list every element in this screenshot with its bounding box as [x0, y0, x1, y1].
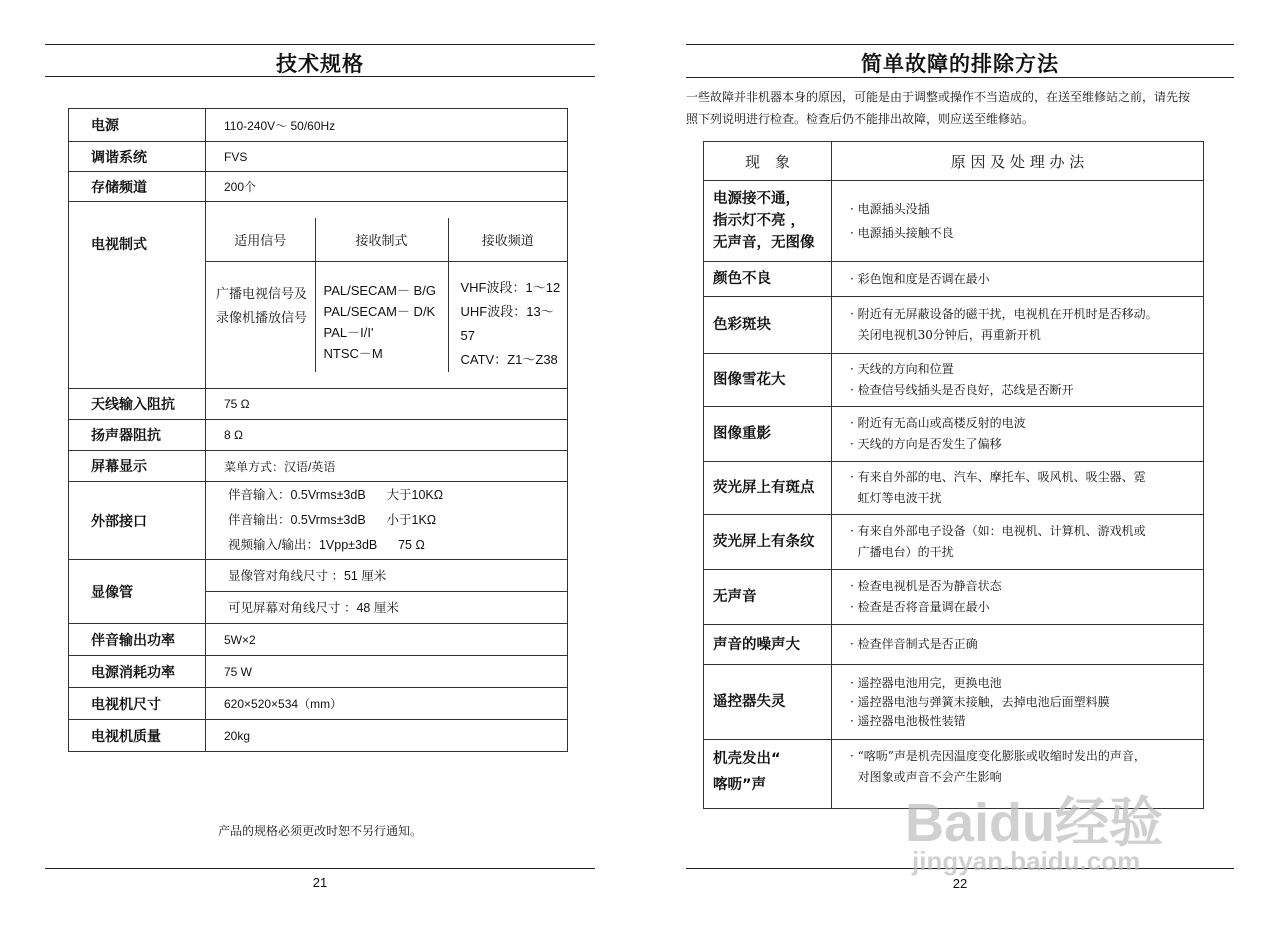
fix-line: · 天线的方向是否发生了偏移	[850, 437, 1002, 451]
troubleshoot-row	[704, 665, 1204, 740]
symptom-cell	[704, 262, 832, 297]
spec-label: 电源	[69, 109, 206, 142]
spec-label: 外部接口	[69, 482, 206, 560]
header-symptom: 现 象	[704, 142, 832, 181]
symptom-line: 无声音，无图像	[713, 235, 815, 251]
troubleshoot-row	[704, 262, 1204, 297]
fix-line: · 彩色饱和度是否调在最小	[850, 271, 990, 286]
troubleshoot-table	[703, 141, 1204, 809]
spec-value: 菜单方式：汉语/英语	[206, 451, 568, 482]
fix-cell	[832, 297, 1204, 354]
fix-line: 对图象或声音不会产生影响	[850, 770, 1002, 784]
fix-cell	[832, 570, 1204, 625]
left-top-rule	[45, 44, 595, 45]
fix-cell	[832, 407, 1204, 462]
symptom-line: 机壳发出“	[713, 751, 781, 767]
troubleshoot-header	[704, 142, 1204, 181]
fix-cell	[832, 625, 1204, 665]
spec-row-power	[69, 109, 568, 142]
spec-row-audio-power	[69, 624, 568, 656]
spec-value: FVS	[206, 142, 568, 172]
symptom-cell	[704, 665, 832, 740]
spec-row-antenna	[69, 389, 568, 420]
system-cell	[315, 262, 448, 373]
intro-line: 一些故障并非机器本身的原因，可能是由于调整或操作不当造成的，在送至维修站之前，请先按	[686, 90, 1191, 104]
spec-row-speaker	[69, 420, 568, 451]
spec-value: 20kg	[206, 720, 568, 752]
fix-line: · 检查电视机是否为静音状态	[850, 579, 1002, 593]
spec-label: 电源消耗功率	[69, 656, 206, 688]
symptom-line: 遥控器失灵	[713, 694, 786, 710]
external-line: 视频输入/输出：1Vpp±3dB 75 Ω	[228, 538, 425, 552]
fix-line: · 有来自外部的电、汽车、摩托车、吸风机、吸尘器、霓	[850, 470, 1146, 484]
external-line: 伴音输入：0.5Vrms±3dB 大于10KΩ	[228, 488, 444, 502]
intro-text	[686, 86, 1234, 130]
symptom-line: 声音的噪声大	[713, 636, 800, 653]
symptom-cell	[704, 407, 832, 462]
system-line: PAL/SECAM－ B/G	[323, 283, 436, 299]
spec-row-crt	[69, 560, 568, 624]
channel-line: UHF波段：13～57	[460, 304, 554, 344]
symptom-line: 图像重影	[713, 426, 771, 442]
signal-line: 录像机播放信号	[216, 310, 308, 326]
spec-label: 伴音输出功率	[69, 624, 206, 656]
subheader-signal: 适用信号	[206, 218, 315, 262]
symptom-cell	[704, 297, 832, 354]
spec-row-size	[69, 688, 568, 720]
fix-line: · 检查信号线插头是否良好，芯线是否断开	[850, 383, 1074, 397]
spec-label: 电视机尺寸	[69, 688, 206, 720]
spec-label: 存储频道	[69, 172, 206, 202]
symptom-cell	[704, 515, 832, 570]
fix-line: · 遥控器电池极性装错	[850, 713, 966, 728]
spec-label: 显像管	[69, 560, 206, 624]
symptom-cell	[704, 740, 832, 809]
spec-value: 200个	[206, 172, 568, 202]
symptom-cell	[704, 181, 832, 262]
system-line: PAL/SECAM－ D/K	[323, 304, 436, 320]
fix-cell	[832, 354, 1204, 407]
tv-system-subtable	[206, 218, 567, 373]
spec-note: 产品的规格必须更改时恕不另行通知。	[217, 824, 422, 838]
right-top-rule	[686, 44, 1234, 45]
symptom-line: 荧光屏上有条纹	[713, 534, 815, 550]
spec-row-tv-system	[69, 202, 568, 389]
spec-value: 110-240V～ 50/60Hz	[206, 109, 568, 142]
spec-table	[68, 108, 568, 752]
fix-cell	[832, 462, 1204, 515]
spec-label: 电视机质量	[69, 720, 206, 752]
fix-line: 广播电台）的干扰	[850, 545, 954, 559]
subheader-channel: 接收频道	[448, 218, 567, 262]
troubleshoot-row	[704, 570, 1204, 625]
crt-line: 可见屏幕对角线尺寸 ：48 厘米	[228, 601, 399, 616]
fix-line: · 附近有无高山或高楼反射的电波	[850, 416, 1026, 430]
fix-line: · 有来自外部电子设备（如：电视机、计算机、游戏机或	[850, 524, 1146, 538]
signal-line: 广播电视信号及	[216, 286, 308, 302]
fix-cell	[832, 665, 1204, 740]
fix-cell	[832, 262, 1204, 297]
troubleshoot-row	[704, 462, 1204, 515]
fix-line: · 检查是否将音量调在最小	[850, 600, 990, 614]
fix-line: · 检查伴音制式是否正确	[850, 637, 978, 651]
spec-label: 天线输入阻抗	[69, 389, 206, 420]
spec-value: 5W×2	[206, 624, 568, 656]
page-number-left: 21	[312, 875, 328, 890]
channel-line: VHF波段：1～12	[460, 280, 561, 296]
intro-line: 照下列说明进行检查。检查后仍不能排出故障，则应送至维修站。	[686, 112, 1035, 126]
fix-line: · 附近有无屏蔽设备的磁干扰，电视机在开机时是否移动。	[850, 307, 1158, 321]
system-line: PAL－I/I'	[323, 325, 374, 341]
symptom-line: 颜色不良	[713, 271, 771, 287]
symptom-line: 色彩斑块	[713, 317, 771, 333]
spec-value: 620×520×534（mm）	[206, 688, 568, 720]
fix-line: 关闭电视机30分钟后，再重新开机	[850, 328, 1041, 342]
troubleshoot-row	[704, 297, 1204, 354]
symptom-cell	[704, 462, 832, 515]
fix-line: · 电源插头没插	[850, 202, 930, 216]
fix-line: · 遥控器电池用完，更换电池	[850, 675, 1002, 690]
spec-row-channels	[69, 172, 568, 202]
baidu-watermark-logo: Baidu经验	[905, 793, 1164, 853]
symptom-cell	[704, 625, 832, 665]
fix-line: · 天线的方向和位置	[850, 362, 954, 376]
crt-subtable	[206, 560, 567, 623]
fix-cell	[832, 515, 1204, 570]
troubleshoot-row	[704, 625, 1204, 665]
spec-label: 屏幕显示	[69, 451, 206, 482]
spec-label: 调谐系统	[69, 142, 206, 172]
page-number-right: 22	[952, 876, 968, 891]
baidu-watermark-url: jingyan.baidu.com	[912, 846, 1141, 876]
symptom-line: 无声音	[713, 589, 757, 605]
symptom-line: 电源接不通，	[713, 191, 800, 207]
symptom-cell	[704, 354, 832, 407]
spec-label: 扬声器阻抗	[69, 420, 206, 451]
spec-value	[206, 482, 568, 560]
spec-row-external	[69, 482, 568, 560]
channel-cell	[448, 262, 567, 373]
crt-line: 显像管对角线尺寸 ：51 厘米	[206, 560, 567, 591]
spec-row-osd	[69, 451, 568, 482]
symptom-cell	[704, 570, 832, 625]
fix-line: · 电源插头接触不良	[850, 226, 954, 240]
symptom-line: 荧光屏上有斑点	[713, 480, 815, 496]
spec-row-tuning	[69, 142, 568, 172]
left-bottom-rule	[45, 868, 595, 869]
fix-line: · 遥控器电池与弹簧未接触，去掉电池后面塑料膜	[850, 694, 1110, 709]
troubleshoot-row	[704, 407, 1204, 462]
left-title-rule	[45, 76, 595, 77]
subheader-system: 接收制式	[315, 218, 448, 262]
left-page-title: 技术规格	[276, 52, 364, 76]
fix-cell	[832, 181, 1204, 262]
troubleshoot-row	[704, 515, 1204, 570]
symptom-line: 指示灯不亮 ，	[713, 213, 806, 229]
right-page-title: 简单故障的排除方法	[861, 52, 1059, 76]
spec-row-consumption	[69, 656, 568, 688]
external-line: 伴音输出：0.5Vrms±3dB 小于1KΩ	[228, 513, 437, 527]
spec-value: 75 W	[206, 656, 568, 688]
symptom-line: 图像雪花大	[713, 372, 786, 388]
fix-line: · “喀呖”声是机壳因温度变化膨胀或收缩时发出的声音，	[850, 749, 1146, 763]
troubleshoot-row	[704, 354, 1204, 407]
troubleshoot-row	[704, 181, 1204, 262]
spec-label: 电视制式	[69, 202, 206, 389]
right-title-rule	[686, 77, 1234, 78]
spec-row-weight	[69, 720, 568, 752]
signal-cell	[206, 262, 315, 373]
fix-line: 虹灯等电波干扰	[850, 491, 942, 505]
spec-value: 75 Ω	[206, 389, 568, 420]
symptom-line: 喀呖”声	[713, 777, 767, 793]
header-fix: 原 因 及 处 理 办 法	[832, 142, 1204, 181]
system-line: NTSC－M	[323, 346, 383, 362]
spec-value: 8 Ω	[206, 420, 568, 451]
channel-line: CATV：Z1～Z38	[460, 352, 558, 368]
